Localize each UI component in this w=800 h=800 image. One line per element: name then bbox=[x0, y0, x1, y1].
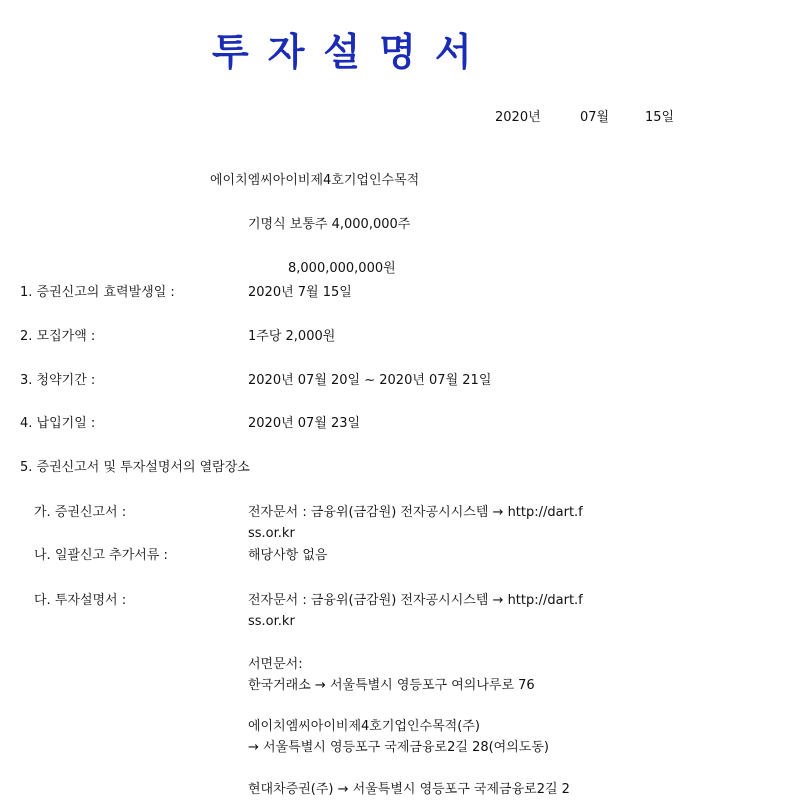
written-docs-heading: 서면문서: bbox=[248, 657, 303, 672]
date-month: 07월 bbox=[580, 110, 610, 125]
document-title: 투자설명서 bbox=[212, 29, 491, 74]
item-value-effective-date: 2020년 7월 15일 bbox=[248, 285, 352, 300]
item-value-offer-price: 1주당 2,000원 bbox=[248, 329, 336, 344]
subitem-label-prospectus: 다. 투자설명서 : bbox=[34, 593, 127, 608]
item-label-offer-price: 2. 모집가액 : bbox=[20, 329, 96, 344]
item-value-payment-date: 2020년 07월 23일 bbox=[248, 416, 361, 431]
date-year: 2020년 bbox=[495, 110, 541, 125]
offering-amount: 8,000,000,000원 bbox=[288, 261, 396, 276]
written-entry-krx: 한국거래소 → 서울특별시 영등포구 여의나루로 76 bbox=[248, 678, 535, 693]
written-entry-issuer: 에이치엠씨아이비제4호기업인수목적(주) bbox=[248, 719, 480, 734]
issuer-name: 에이치엠씨아이비제4호기업인수목적 bbox=[210, 173, 420, 188]
subitem-line: 전자문서 : 금융위(금감원) 전자공시시스템 → http://dart.f bbox=[248, 593, 583, 608]
item-label-subscription-period: 3. 청약기간 : bbox=[20, 373, 96, 388]
item-label-payment-date: 4. 납입기일 : bbox=[20, 416, 96, 431]
item-label-inspection-places: 5. 증권신고서 및 투자설명서의 열람장소 bbox=[20, 460, 250, 475]
subitem-label-registration-statement: 가. 증권신고서 : bbox=[34, 505, 127, 520]
subitem-line: ss.or.kr bbox=[248, 526, 295, 541]
item-label-effective-date: 1. 증권신고의 효력발생일 : bbox=[20, 285, 175, 300]
subitem-line: 해당사항 없음 bbox=[248, 548, 328, 563]
security-description: 기명식 보통주 4,000,000주 bbox=[248, 217, 411, 232]
written-entry-issuer-address: → 서울특별시 영등포구 국제금융로2길 28(여의도동) bbox=[248, 740, 549, 755]
date-day: 15일 bbox=[645, 110, 675, 125]
subitem-label-shelf-documents: 나. 일괄신고 추가서류 : bbox=[34, 548, 168, 563]
subitem-line: 전자문서 : 금융위(금감원) 전자공시시스템 → http://dart.f bbox=[248, 505, 583, 520]
subitem-line: ss.or.kr bbox=[248, 614, 295, 629]
item-value-subscription-period: 2020년 07월 20일 ~ 2020년 07월 21일 bbox=[248, 373, 492, 388]
written-entry-underwriter: 현대차증권(주) → 서울특별시 영등포구 국제금융로2길 2 bbox=[248, 782, 570, 797]
